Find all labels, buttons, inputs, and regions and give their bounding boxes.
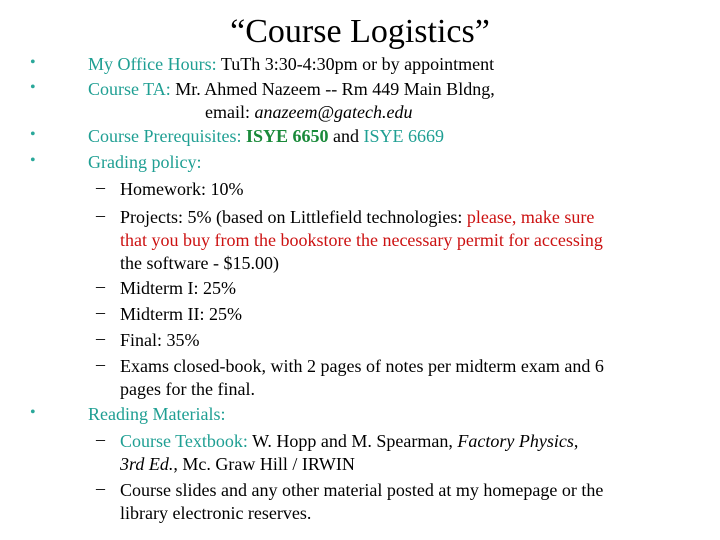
reading-textbook-title: Factory Physics [457, 431, 574, 451]
ta-email: anazeem@gatech.edu [254, 102, 413, 122]
prereq-course-2: ISYE 6669 [363, 126, 445, 146]
bullet: • [30, 54, 36, 71]
reading-textbook-line-1 [120, 429, 578, 453]
reading-textbook-publisher: , Mc. Graw Hill / IRWIN [173, 454, 355, 474]
prereq-label: Course Prerequisites: [88, 126, 242, 146]
reading-textbook-comma: , [573, 431, 579, 451]
dash: – [96, 478, 105, 498]
grading-midterm-2: Midterm II: 25% [120, 304, 242, 324]
prereq-and: and [328, 126, 364, 146]
grading-label: Grading policy: [88, 152, 202, 172]
grading-projects-note: please, make sure [466, 207, 595, 227]
grading-projects-line-2: that you buy from the bookstore the necessary permit for accessing [120, 230, 603, 250]
reading-textbook-authors: W. Hopp and M. Spearman, [247, 431, 458, 451]
prereq-line [88, 124, 444, 148]
dash: – [96, 177, 105, 197]
reading-label: Reading Materials: [88, 404, 226, 424]
reading-textbook-edition: 3rd Ed. [120, 454, 174, 474]
prereq-course-1: ISYE 6650 [245, 126, 329, 146]
dash: – [96, 429, 105, 449]
bullet: • [30, 126, 36, 143]
reading-slides-line-1: Course slides and any other material posted at my homepage or the [120, 480, 604, 500]
grading-projects-line-3: the software - $15.00) [120, 253, 279, 273]
slide-title: “Course Logistics” [230, 13, 490, 50]
reading-slides-line-2: library electronic reserves. [120, 503, 312, 523]
bullet: • [30, 79, 36, 96]
office-hours-line [88, 52, 494, 76]
grading-exams-line-1: Exams closed-book, with 2 pages of notes per midterm exam and 6 [120, 356, 604, 376]
ta-line [88, 77, 495, 101]
ta-email-label: email: [205, 102, 255, 122]
reading-textbook-line-2 [120, 452, 355, 476]
grading-projects-line-1 [120, 205, 594, 229]
dash: – [96, 302, 105, 322]
bullet: • [30, 152, 36, 169]
grading-midterm-1: Midterm I: 25% [120, 278, 236, 298]
dash: – [96, 205, 105, 225]
reading-textbook-label: Course Textbook: [120, 431, 248, 451]
office-hours-text: TuTh 3:30-4:30pm or by appointment [216, 54, 495, 74]
bullet: • [30, 404, 36, 421]
office-hours-label: My Office Hours: [88, 54, 217, 74]
dash: – [96, 354, 105, 374]
dash: – [96, 328, 105, 348]
ta-email-line [205, 100, 413, 124]
dash: – [96, 276, 105, 296]
grading-exams-line-2: pages for the final. [120, 379, 255, 399]
ta-label: Course TA: [88, 79, 171, 99]
grading-homework: Homework: 10% [120, 179, 244, 199]
grading-projects-text: Projects: 5% (based on Littlefield technologies: [120, 207, 467, 227]
grading-final: Final: 35% [120, 330, 200, 350]
ta-text: Mr. Ahmed Nazeem -- Rm 449 Main Bldng, [170, 79, 495, 99]
